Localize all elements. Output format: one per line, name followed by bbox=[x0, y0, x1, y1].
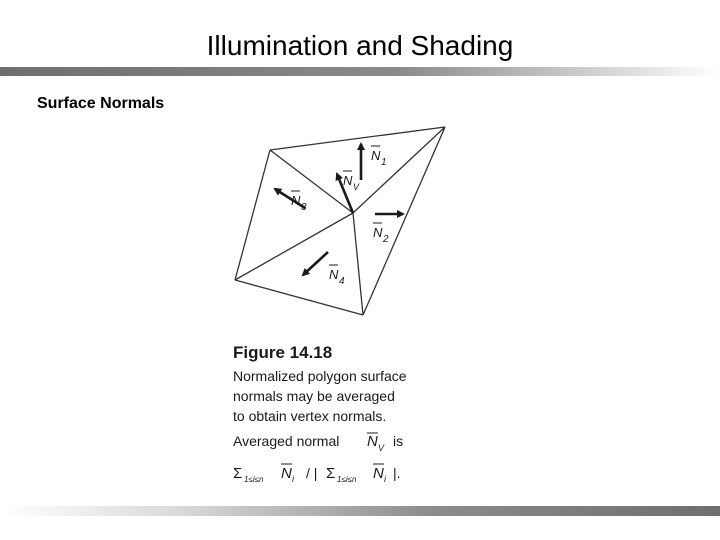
label-n2: N bbox=[373, 225, 383, 240]
normal-n4-arrow bbox=[303, 252, 328, 275]
figure-14-18 bbox=[225, 110, 470, 510]
edge-left bbox=[235, 150, 270, 280]
label-n3: N bbox=[291, 193, 301, 208]
formula-term-2-sub: i bbox=[384, 474, 386, 484]
footer-divider bbox=[0, 506, 720, 516]
caption-line-4-symbol: N bbox=[367, 433, 378, 450]
label-nv-sub: V bbox=[353, 182, 360, 192]
edge-top bbox=[270, 127, 445, 150]
formula-range-1: 1≤i≤n bbox=[244, 475, 264, 484]
label-n4-sub: 4 bbox=[339, 276, 345, 287]
caption-line-4-text: Averaged normal bbox=[233, 433, 340, 449]
caption-line-3: to obtain vertex normals. bbox=[233, 408, 387, 424]
formula-term-1-sub: i bbox=[292, 474, 294, 484]
label-n1: N bbox=[371, 148, 381, 163]
formula-slash: / | bbox=[306, 465, 318, 481]
formula-term-1: N bbox=[281, 465, 292, 482]
formula-sigma-1: Σ bbox=[233, 465, 243, 482]
edge-v-bottom bbox=[353, 213, 363, 315]
label-n4: N bbox=[329, 267, 339, 282]
label-nv: N bbox=[343, 173, 353, 188]
caption-line-4-end: is bbox=[393, 433, 404, 449]
formula-sigma-2: Σ bbox=[326, 465, 336, 482]
edge-v-top-right bbox=[353, 127, 445, 213]
caption-line-4-sub: V bbox=[378, 443, 385, 453]
label-n2-sub: 2 bbox=[383, 234, 389, 245]
figure-caption bbox=[233, 343, 407, 484]
page-title: Illumination and Shading bbox=[206, 30, 514, 61]
title-divider bbox=[0, 67, 720, 76]
label-n3-sub: 3 bbox=[301, 202, 307, 213]
formula-end: |. bbox=[393, 465, 401, 481]
label-n1-sub: 1 bbox=[381, 157, 387, 168]
caption-heading: Figure 14.18 bbox=[233, 343, 333, 362]
formula-term-2: N bbox=[373, 465, 384, 482]
formula-range-2: 1≤i≤n bbox=[337, 475, 357, 484]
normal-labels bbox=[291, 146, 389, 287]
section-subtitle: Surface Normals bbox=[37, 95, 165, 112]
caption-line-2: normals may be averaged bbox=[233, 388, 395, 404]
caption-line-1: Normalized polygon surface bbox=[233, 368, 407, 384]
